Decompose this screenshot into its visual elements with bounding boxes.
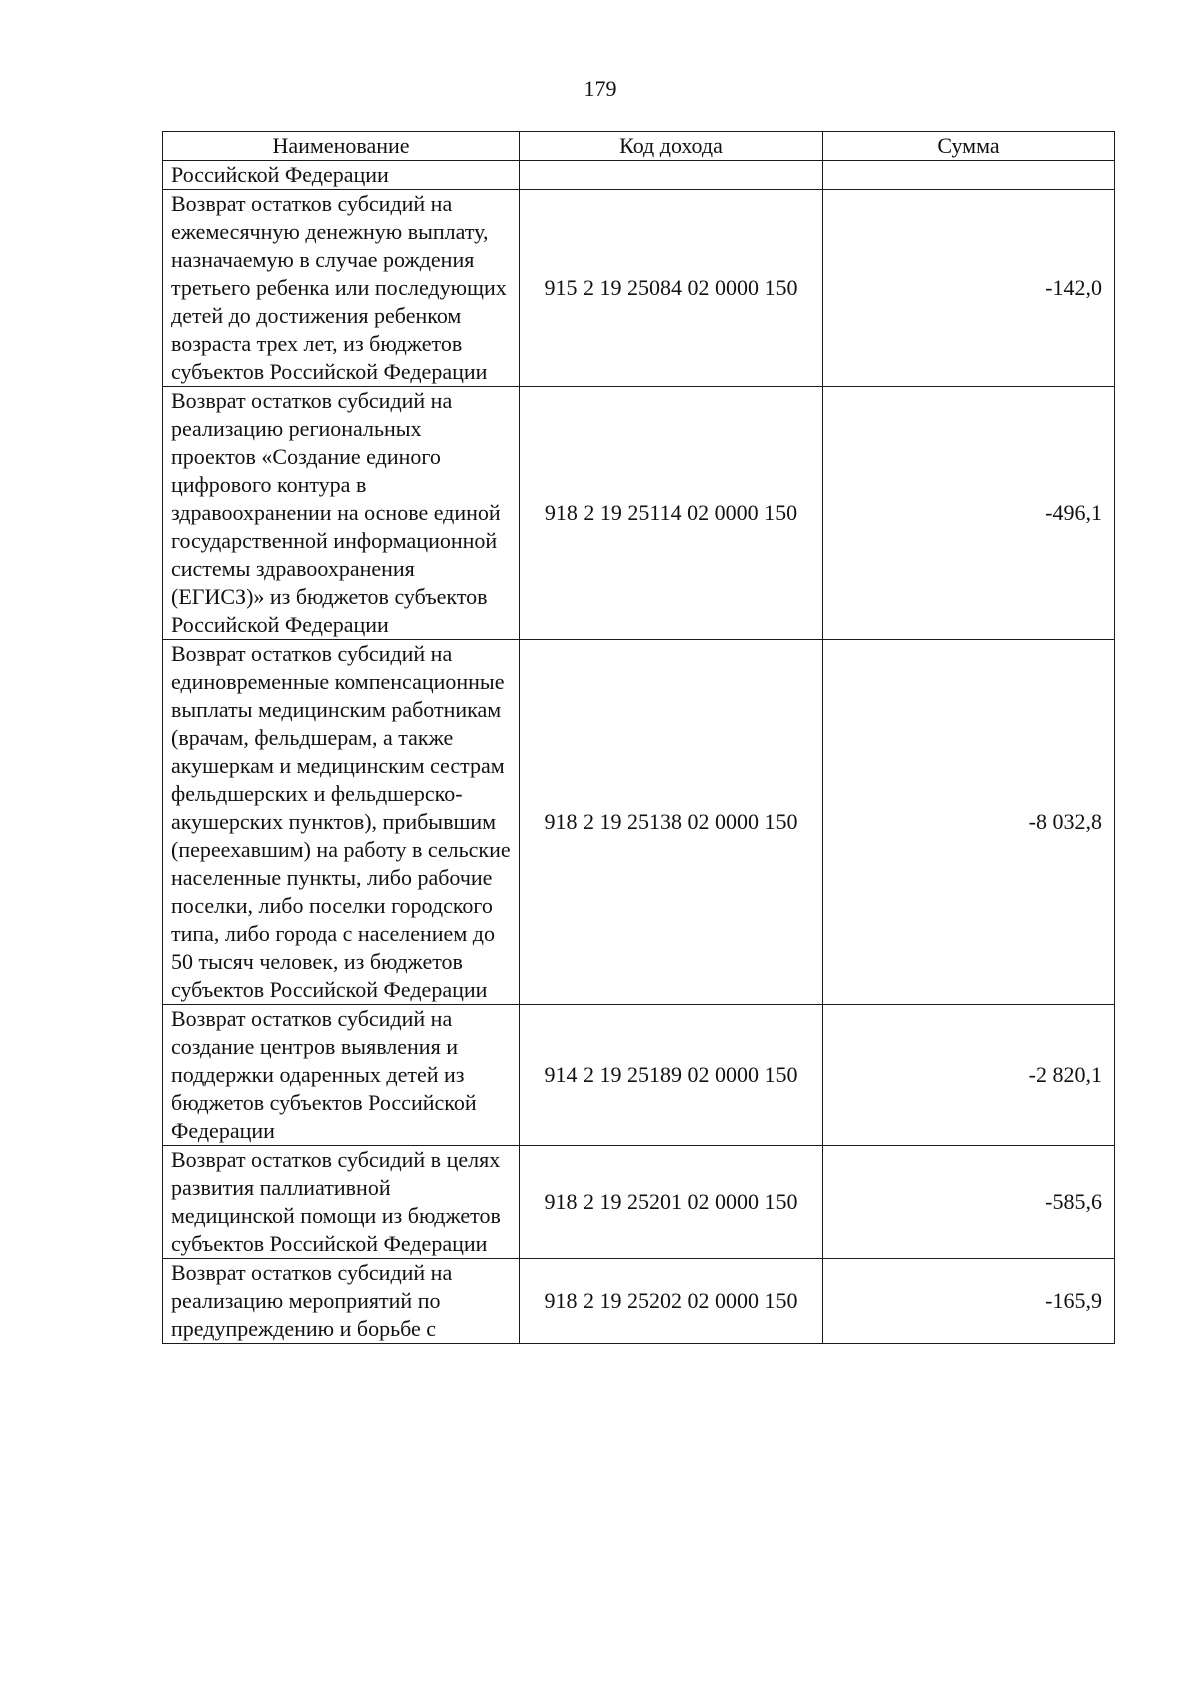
row-name: Возврат остатков субсидий на ежемесячную денежную выплату, назначаемую в случае рождения третьего ребенка или последующих детей до достижения ребенком возраста трех лет, из бюджетов субъектов Российской Федерации [163, 190, 520, 387]
row-name: Возврат остатков субсидий на реализацию мероприятий по предупреждению и борьбе с [163, 1259, 520, 1344]
table-row [163, 161, 1115, 190]
row-code: 918 2 19 25114 02 0000 150 [520, 387, 823, 640]
header-sum: Сумма [823, 132, 1115, 161]
row-code [520, 161, 823, 190]
table-row [163, 1005, 1115, 1146]
row-name: Возврат остатков субсидий в целях развития паллиативной медицинской помощи из бюджетов субъектов Российской Федерации [163, 1146, 520, 1259]
row-name: Возврат остатков субсидий на единовременные компенсационные выплаты медицинским работникам (врачам, фельдшерам, а также акушеркам и медицинским сестрам фельдшерских и фельдшерско-акушерских пунктов), прибывшим (переехавшим) на работу в сельские населенные пункты, либо рабочие поселки, либо поселки городского типа, либо города с населением до 50 тысяч человек, из бюджетов субъектов Российской Федерации [163, 640, 520, 1005]
row-code: 918 2 19 25201 02 0000 150 [520, 1146, 823, 1259]
table-row [163, 190, 1115, 387]
table-header-row [163, 132, 1115, 161]
row-sum: -585,6 [823, 1146, 1115, 1259]
row-name: Возврат остатков субсидий на реализацию региональных проектов «Создание единого цифрового контура в здравоохранении на основе единой государственной информационной системы здравоохранения (ЕГИСЗ)» из бюджетов субъектов Российской Федерации [163, 387, 520, 640]
header-code: Код дохода [520, 132, 823, 161]
table-row [163, 1146, 1115, 1259]
header-name: Наименование [163, 132, 520, 161]
row-sum [823, 161, 1115, 190]
row-sum: -165,9 [823, 1259, 1115, 1344]
row-code: 918 2 19 25202 02 0000 150 [520, 1259, 823, 1344]
row-code: 918 2 19 25138 02 0000 150 [520, 640, 823, 1005]
revenue-table [162, 131, 1115, 1344]
row-code: 914 2 19 25189 02 0000 150 [520, 1005, 823, 1146]
row-sum: -2 820,1 [823, 1005, 1115, 1146]
table-row [163, 387, 1115, 640]
row-sum: -8 032,8 [823, 640, 1115, 1005]
table-row [163, 1259, 1115, 1344]
table-row [163, 640, 1115, 1005]
row-name: Возврат остатков субсидий на создание центров выявления и поддержки одаренных детей из бюджетов субъектов Российской Федерации [163, 1005, 520, 1146]
page-number: 179 [583, 76, 617, 101]
row-sum: -496,1 [823, 387, 1115, 640]
row-name: Российской Федерации [163, 161, 520, 190]
row-sum: -142,0 [823, 190, 1115, 387]
row-code: 915 2 19 25084 02 0000 150 [520, 190, 823, 387]
